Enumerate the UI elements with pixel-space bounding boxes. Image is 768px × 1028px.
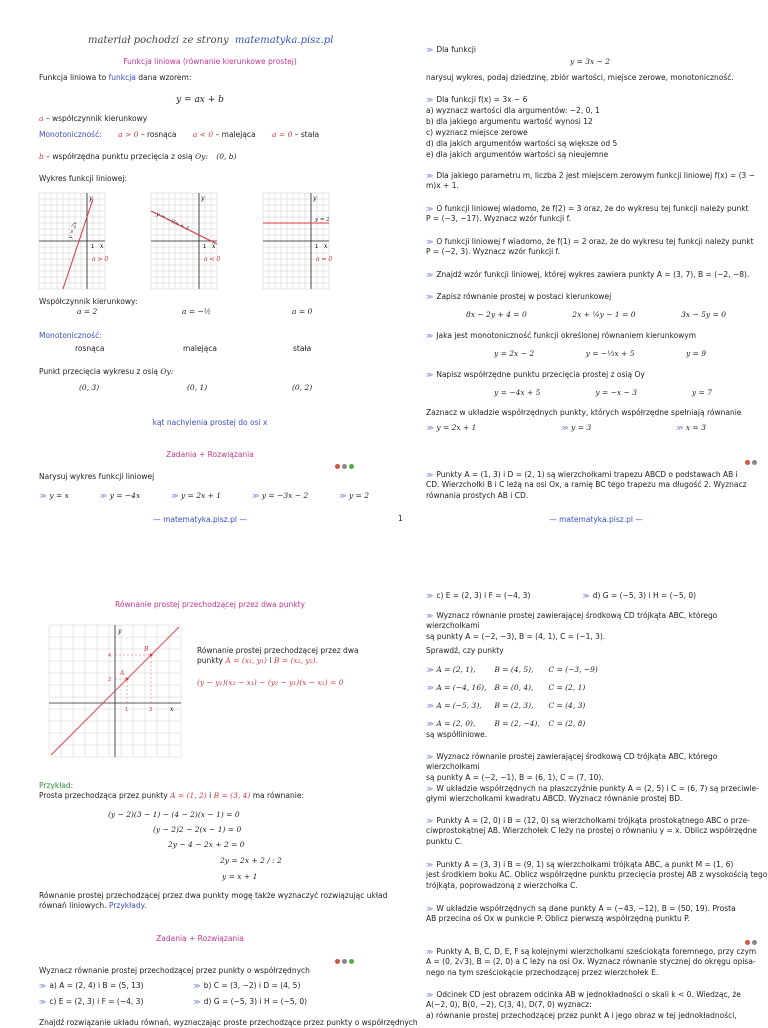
graph-cond: a = 0 (316, 256, 333, 263)
list-item: y = 7 (691, 388, 712, 397)
point-a (126, 678, 129, 681)
task-1-text: narysuj wykres, podaj dziedzinę, zbiór wartości, miejsce zerowe, monotoniczność. (426, 73, 734, 82)
task-r4: ≫ Punkty A = (2, 0) i B = (12, 0) są wierzchołkami trójkąta prostokątnego ABC o prze- ciwprostokątnej AB. Wierzchołek C leży na prostej o równaniu y = x. Oblicz współrzędne punktu C. (426, 816, 757, 846)
arrow-icon: ≫ (426, 172, 434, 180)
list-item: ≫ y = −4x (99, 491, 141, 500)
coef-title: Współczynnik kierunkowy: (39, 297, 138, 306)
list-item: ≫ c) E = (2, 3) i F = (−4, 3) (39, 997, 144, 1006)
arrow-icon: ≫ (193, 998, 201, 1006)
task-10-items (426, 423, 706, 433)
draw-title: Narysuj wykres funkcji liniowej (39, 472, 155, 481)
arrow-icon: ≫ (426, 720, 434, 728)
arrow-icon: ≫ (338, 492, 346, 500)
list-item: y = −x − 3 (595, 388, 637, 397)
list-item: ≫ y = −3x − 2 (251, 491, 309, 500)
task-2-items (426, 106, 617, 160)
b-description: b – współrzędna punktu przecięcia z osią Oy: (0, b) (39, 152, 237, 161)
tasks-dots (333, 462, 354, 472)
header-link[interactable]: matematyka.pisz.pl (234, 35, 334, 46)
list-item: ≫ y = 3 (560, 423, 592, 432)
list-item: 2x + ¼y − 1 = 0 (572, 310, 636, 319)
graph-title: Wykres funkcji liniowej: (39, 174, 128, 183)
example-step: 2y = 2x + 2 / : 2 (220, 856, 282, 865)
list-item: e) dla jakich argumentów wartości są nieujemne (426, 149, 609, 159)
cut-text: Znajdź rozwiązanie układu równań, wyznaczając proste przechodzące przez punkty o współrzędnych (39, 1018, 418, 1027)
example-text: Prosta przechodząca przez punkty A = (1, 2) i B = (3, 4) ma równanie: (39, 791, 304, 800)
arrow-icon: ≫ (426, 332, 434, 340)
list-item: ≫ y = 2x + 1 (426, 423, 477, 432)
arrow-icon: ≫ (426, 271, 434, 279)
arrow-icon: ≫ (426, 205, 434, 213)
axis-y-label: y (89, 195, 93, 202)
task-8-items (494, 349, 706, 359)
tick-one: 1 (203, 244, 207, 250)
coef-value: a = 2 (77, 307, 98, 316)
arrow-icon: ≫ (560, 424, 569, 432)
tasks-link[interactable]: Zadania + Rozwiązania (166, 450, 254, 459)
tick-one: 1 (91, 244, 95, 250)
list-item: ≫ A = (−5, 3), B = (2, 3), C = (4, 3) (426, 701, 586, 710)
example-step: 2y − 4 − 2x + 2 = 0 (168, 840, 245, 849)
arrow-icon: ≫ (426, 753, 434, 761)
tick-label: 4 (108, 653, 112, 659)
task-items-row (39, 997, 359, 1007)
note-text: Równanie prostej przechodzącej przez dwa punkty mogę także wyznaczyć rozwiązując układ równań liniowych. Przykłady. (39, 891, 388, 911)
example-step: (y − 2)2 − 2(x − 1) = 0 (153, 825, 242, 834)
cross-value: (0, 2) (292, 383, 313, 392)
arrow-icon: ≫ (426, 684, 434, 692)
arrow-icon: ≫ (426, 471, 434, 479)
point-b (150, 654, 153, 657)
function-link[interactable]: funkcja (108, 73, 136, 82)
graph-constant (263, 193, 333, 289)
two-point-graph (49, 625, 181, 757)
main-formula: y = ax + b (176, 95, 224, 105)
mono-value: rosnąca (75, 344, 105, 353)
arrow-icon: ≫ (426, 817, 434, 825)
task-8: ≫ Jaka jest monotoniczność funkcji określonej równaniem kierunkowym (426, 331, 697, 340)
a-description: a – współczynnik kierunkowy (39, 114, 148, 123)
graph-cond: a < 0 (204, 256, 221, 263)
list-item: y = −4x + 5 (494, 388, 541, 397)
axis-x-label: x (170, 706, 174, 713)
task-items-row (39, 981, 359, 991)
list-item: ≫ d) G = (−5, 3) i H = (−5, 0) (582, 591, 697, 600)
angle-link[interactable]: kąt nachylenia prostej do osi x (152, 418, 268, 427)
tick-label: 1 (125, 707, 129, 713)
arrow-icon: ≫ (39, 982, 47, 990)
dot-red (335, 464, 340, 469)
list-item: ≫ A = (2, 0), B = (2, −4), C = (2, 8) (426, 719, 586, 728)
cross-value: (0, 3) (79, 383, 100, 392)
footer-link[interactable]: — matematyka.pisz.pl — (549, 515, 643, 524)
arrow-icon: ≫ (426, 861, 434, 869)
list-item: ≫ y = 2x + 1 (170, 491, 222, 500)
label-b: B (144, 646, 149, 653)
task-6: ≫ Znajdź wzór funkcji liniowej, której wykres zawiera punkty A = (3, 7), B = (−2, −8). (426, 270, 750, 279)
dot-red (745, 460, 750, 465)
task-11: ≫ Punkty A = (1, 3) i D = (2, 1) są wierzchołkami trapezu ABCD o podstawach AB i CD. Wierzchołki B i C leżą na osi Ox, a ramię BC tego trapezu ma długość 2. Wyznacz równania prostych AB i CD. (426, 470, 747, 500)
arrow-icon: ≫ (170, 492, 178, 500)
arrow-icon: ≫ (251, 492, 259, 500)
mono-value: malejąca (183, 344, 217, 353)
footer-link[interactable]: — matematyka.pisz.pl — (153, 515, 247, 524)
cross-title: Punkt przecięcia wykresu z osią Oy: (39, 367, 174, 376)
list-item: ≫ a) A = (2, 4) i B = (5, 13) (39, 981, 144, 990)
task-4: ≫ O funkcji liniowej wiadomo, że f(2) = 3 oraz, że do wykresu tej funkcji należy punkt P = (−3, −17). Wyznacz wzór funkcji f. (426, 204, 749, 224)
dot-red (335, 959, 340, 964)
arrow-icon: ≫ (426, 612, 434, 620)
list-item: ≫ x = 3 (675, 423, 706, 432)
task-5: ≫ O funkcji liniowej f wiadomo, że f(1) = 2 oraz, że do wykresu tej funkcji należy punkt P = (−2, 3). Wyznacz wzór funkcji f. (426, 237, 754, 257)
mono-value: stała (293, 344, 312, 353)
two-point-formula: (y − y₁)(x₂ − x₁) − (y₂ − y₁)(x − x₁) = 0 (197, 678, 344, 687)
check-rows (426, 661, 598, 733)
examples-link[interactable]: Przykłady. (108, 901, 147, 911)
arrow-icon: ≫ (426, 702, 434, 710)
list-item: y = 2x − 2 (494, 349, 535, 358)
arrow-icon: ≫ (426, 592, 434, 600)
list-item: d) dla jakich argumentów wartości są większe od 5 (426, 138, 618, 148)
monotonicity-link[interactable]: Monotoniczność: (39, 130, 102, 139)
arrow-icon: ≫ (582, 592, 590, 600)
axis-x-label: x (324, 243, 328, 250)
task-r7: ≫ Punkty A, B, C, D, E, F są kolejnymi wierzchołkami sześciokąta foremnego, przy czym A = (0, 2√3), B = (2, 0) a C leży na osi Ox. Wyznacz równanie stycznej do okręgu opisa- nego na tym sześciokącie przechodzącej przez wierzchołek E. (426, 947, 757, 977)
graph-decreasing (151, 193, 221, 289)
graph-line-label: y = 2x (67, 220, 79, 240)
task-2: ≫ Dla funkcji f(x) = 3x − 6 (426, 95, 528, 104)
arrow-icon: ≫ (426, 371, 434, 379)
task-10: Zaznacz w układzie współrzędnych punkty, których współrzędne spełniają równanie (426, 408, 742, 417)
label-a: A (120, 670, 125, 677)
task-r8: ≫ Odcinek CD jest obrazem odcinka AB w jednokładności o skali k < 0. Wiedząc, że A(−2, 0), B(0, −2), C(3, 4), D(7, 0) wyznacz: a) równanie prostej przechodzącej przez punkt A i jego obraz w tej jednokładności, (426, 990, 741, 1020)
graph-line (63, 199, 93, 289)
example-step: y = x + 1 (222, 872, 258, 881)
arrow-icon: ≫ (426, 785, 434, 793)
dot-gray (342, 959, 347, 964)
arrow-icon: ≫ (426, 293, 434, 301)
arrow-icon: ≫ (675, 424, 683, 432)
tasks-dots (333, 957, 354, 967)
task-1-formula: y = 3x − 2 (569, 57, 611, 66)
dot-green (349, 464, 354, 469)
list-item: c) wyznacz miejsce zerowe (426, 127, 528, 137)
arrow-icon: ≫ (426, 666, 434, 674)
section-title-linear-function: Funkcja liniowa (równanie kierunkowe prostej) (123, 57, 297, 66)
list-item: y = −⅓x + 5 (585, 349, 635, 358)
mono-title-link[interactable]: Monotoniczność: (39, 331, 102, 340)
check-end: są współliniowe. (426, 730, 488, 739)
dot-red (745, 940, 750, 945)
arrow-icon: ≫ (426, 424, 434, 432)
list-item: b) dla jakiego argumentu wartość wynosi 12 (426, 116, 593, 126)
example-step: (y − 2)(3 − 1) − (4 − 2)(x − 1) = 0 (108, 810, 240, 819)
draw-items (39, 491, 369, 501)
monotonicity-summary: Monotoniczność: a > 0 – rosnąca a < 0 – malejąca a = 0 – stała (39, 130, 320, 139)
task-9-items (494, 388, 712, 398)
tick-one: 1 (315, 244, 319, 250)
cross-value: (0, 1) (187, 383, 208, 392)
list-item: y = 9 (685, 349, 706, 358)
graph-cond: a > 0 (92, 256, 109, 263)
task-7-items (466, 310, 726, 320)
task-r3: ≫ W układzie współrzędnych na płaszczyźnie punkty A = (2, 5) i C = (6, 7) są przeciwle- głymi wierzchołkami kwadratu ABCD. Wyznacz równanie prostej BD. (426, 784, 759, 804)
dot-gray (752, 460, 757, 465)
tick-label: 3 (149, 707, 153, 713)
coef-value: a = 0 (292, 307, 313, 316)
arrow-icon: ≫ (193, 982, 201, 990)
dot-gray (342, 464, 347, 469)
arrow-icon: ≫ (426, 991, 434, 999)
dot-green (349, 959, 354, 964)
list-item: ≫ A = (2, 1), B = (4, 5), C = (−3, −9) (426, 665, 598, 674)
axis-y-label: y (313, 195, 317, 202)
tick-label: 2 (108, 677, 112, 683)
list-item: 3x − 5y = 0 (681, 310, 726, 319)
arrow-icon: ≫ (426, 948, 434, 956)
arrow-icon: ≫ (99, 492, 107, 500)
list-item: 8x − 2y + 4 = 0 (466, 310, 527, 319)
task-title: Wyznacz równanie prostej przechodzącej przez punkty o współrzędnych (39, 966, 310, 975)
list-item: ≫ y = x (39, 491, 69, 500)
arrow-icon: ≫ (39, 492, 47, 500)
task-dots (743, 458, 757, 468)
graph-line-label: y = 2 (315, 217, 330, 223)
arrow-icon: ≫ (426, 905, 434, 913)
graph-line-label: y = −½x + 1 (155, 211, 190, 233)
coef-value: a = −½ (182, 307, 212, 316)
task-r2: ≫ Wyznacz równanie prostej zawierającej środkową CD trójkąta ABC, którego wierzchołkami są punkty A = (−2, −1), B = (6, 1), C = (7, 10). (426, 752, 718, 782)
axis-y-label: y (118, 628, 122, 635)
axis-x-label: x (212, 243, 216, 250)
task-1: ≫ Dla funkcji (426, 45, 476, 54)
axis-x-label: x (100, 243, 104, 250)
list-item: a) wyznacz wartości dla argumentów: −2, 0, 1 (426, 106, 600, 115)
arrow-icon: ≫ (426, 46, 434, 54)
example-label: Przykład: (39, 781, 74, 790)
graph-increasing (39, 193, 109, 289)
arrow-icon: ≫ (426, 96, 434, 104)
list-item: ≫ d) G = (−5, 3) i H = (−5, 0) (193, 997, 308, 1006)
list-item: ≫ y = 2 (338, 491, 369, 500)
section-title-two-points: Równanie prostej przechodzącej przez dwa punkty (115, 600, 305, 609)
task-r6: ≫ W układzie współrzędnych są dane punkty A = (−43, −12), B = (50, 19). Prosta AB przecina oś Ox w punkcie P. Oblicz pierwszą współrzędną punktu P. (426, 904, 736, 924)
list-item: ≫ c) E = (2, 3) i F = (−4, 3) (426, 591, 531, 600)
list-item: ≫ A = (−4, 16), B = (0, 4), C = (2, 1) (426, 683, 586, 692)
two-point-desc: Równanie prostej przechodzącej przez dwa punkty A = (x₁, y₁) i B = (x₂, y₂). (197, 646, 359, 666)
top-items-row (426, 591, 696, 601)
task-r1: ≫ Wyznacz równanie prostej zawierającej środkową CD trójkąta ABC, którego wierzchołkami są punkty A = (−2, −3), B = (4, 1), C = (−1, 3). (426, 611, 718, 641)
axis-y-label: y (201, 195, 205, 202)
task-3: ≫ Dla jakiego parametru m, liczba 2 jest miejscem zerowym funkcji liniowej f(x) = (3 − m)x + 1. (426, 171, 755, 191)
task-7: ≫ Zapisz równanie prostej w postaci kierunkowej (426, 292, 612, 301)
task-9: ≫ Napisz współrzędne punktu przecięcia prostej z osią Oy (426, 370, 645, 379)
check-title: Sprawdź, czy punkty (426, 646, 504, 655)
page-header: materiał pochodzi ze strony matematyka.pisz.pl (88, 35, 334, 46)
page-number: 1 (398, 514, 403, 523)
arrow-icon: ≫ (39, 998, 47, 1006)
arrow-icon: ≫ (426, 238, 434, 246)
list-item: ≫ b) C = (3, −2) i D = (4, 5) (193, 981, 301, 990)
tasks-link[interactable]: Zadania + Rozwiązania (156, 934, 244, 943)
dot-gray (752, 940, 757, 945)
intro-line: Funkcja liniowa to funkcja dana wzorem: (39, 73, 192, 82)
task-r5: ≫ Punkty A = (3, 3) i B = (9, 1) są wierzchołkami trójkąta ABC, a punkt M = (1, 6) jest środkiem boku AC. Oblicz współrzędne punktu przecięcia prostej AB z wysokością tego trójkąta, poprowadzoną z wierzchołka C. (426, 860, 768, 890)
